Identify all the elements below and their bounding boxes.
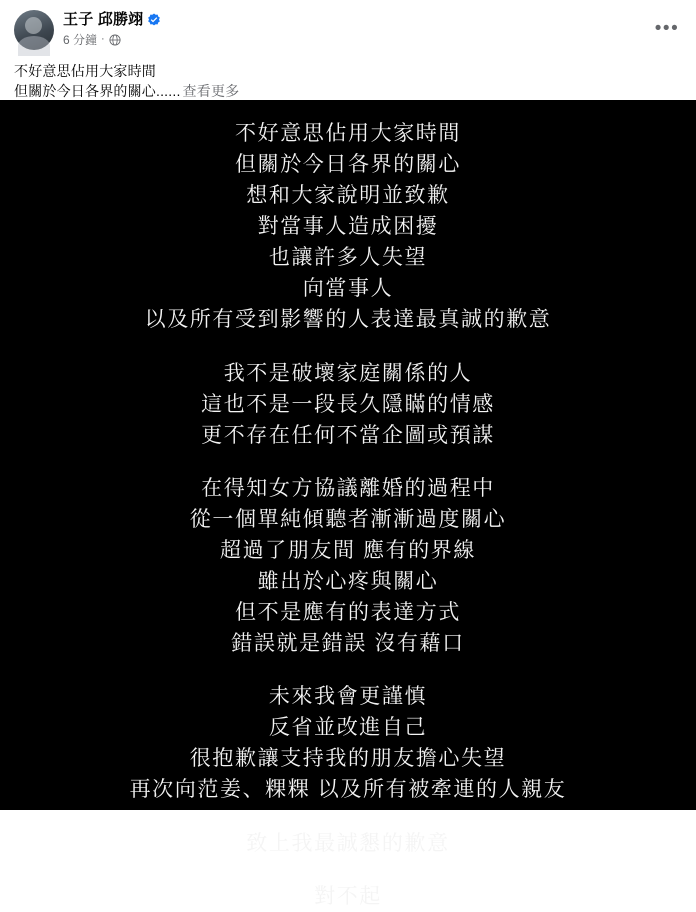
verified-badge-icon	[147, 13, 161, 27]
statement-line: 以及所有受到影響的人表達最真誠的歉意	[144, 308, 552, 332]
statement-line: 對不起	[314, 884, 382, 908]
author-name-line	[63, 11, 161, 30]
post-image-attachment[interactable]	[0, 100, 696, 908]
statement-stanza	[0, 681, 696, 805]
statement-line: 在得知女方協議離婚的過程中	[201, 476, 495, 500]
statement-line: 不好意思佔用大家時間	[235, 122, 461, 145]
statement-line: 致上我最誠懇的歉意	[246, 831, 450, 855]
statement-stanza	[0, 828, 696, 859]
post-header	[0, 0, 696, 100]
see-more-link[interactable]: 查看更多	[182, 83, 240, 100]
post-meta-line	[63, 33, 161, 48]
statement-line: 但關於今日各界的關心	[235, 153, 461, 177]
avatar[interactable]	[14, 10, 54, 50]
statement-line: 從一個單純傾聽者漸漸過度關心	[189, 507, 507, 531]
statement-stanza	[0, 358, 696, 451]
statement-line: 再次向范姜、粿粿 以及所有被牽連的人親友	[129, 778, 567, 802]
post-caption	[14, 61, 682, 102]
statement-line: 我不是破壞家庭關係的人	[223, 361, 473, 385]
statement-line: 這也不是一段長久隱瞞的情感	[201, 392, 495, 416]
caption-line-text: 但關於今日各界的關心......	[14, 83, 181, 100]
meta-separator: ·	[101, 33, 105, 46]
caption-line: 不好意思佔用大家時間	[14, 63, 156, 79]
post-timestamp[interactable]: 6 分鐘	[63, 32, 98, 47]
statement-line: 對當事人造成困擾	[257, 215, 439, 239]
statement-line: 超過了朋友間 應有的界線	[219, 538, 477, 562]
statement-line: 向當事人	[302, 277, 394, 301]
statement-line: 未來我會更謹慎	[268, 685, 428, 709]
author-name[interactable]: 王子 邱勝翊	[63, 11, 144, 28]
statement-line: 很抱歉讓支持我的朋友擔心失望	[189, 747, 507, 771]
statement-line: 也讓許多人失望	[268, 246, 428, 270]
statement-line: 錯誤就是錯誤 沒有藉口	[231, 632, 465, 656]
statement-line: 想和大家說明並致歉	[246, 184, 450, 208]
statement-line: 更不存在任何不當企圖或預謀	[201, 423, 495, 447]
statement-line: 但不是應有的表達方式	[235, 601, 461, 625]
statement-text-image	[0, 100, 696, 908]
author-row	[14, 10, 682, 50]
author-meta	[63, 10, 161, 48]
globe-icon[interactable]	[109, 34, 121, 46]
post-more-options-button[interactable]: •••	[654, 17, 680, 39]
statement-stanza	[0, 881, 696, 912]
caption-line	[14, 81, 682, 101]
statement-line: 雖出於心疼與關心	[257, 570, 439, 594]
statement-line: 反省並改進自己	[268, 716, 428, 740]
statement-stanza	[0, 118, 696, 336]
statement-stanza	[0, 473, 696, 659]
